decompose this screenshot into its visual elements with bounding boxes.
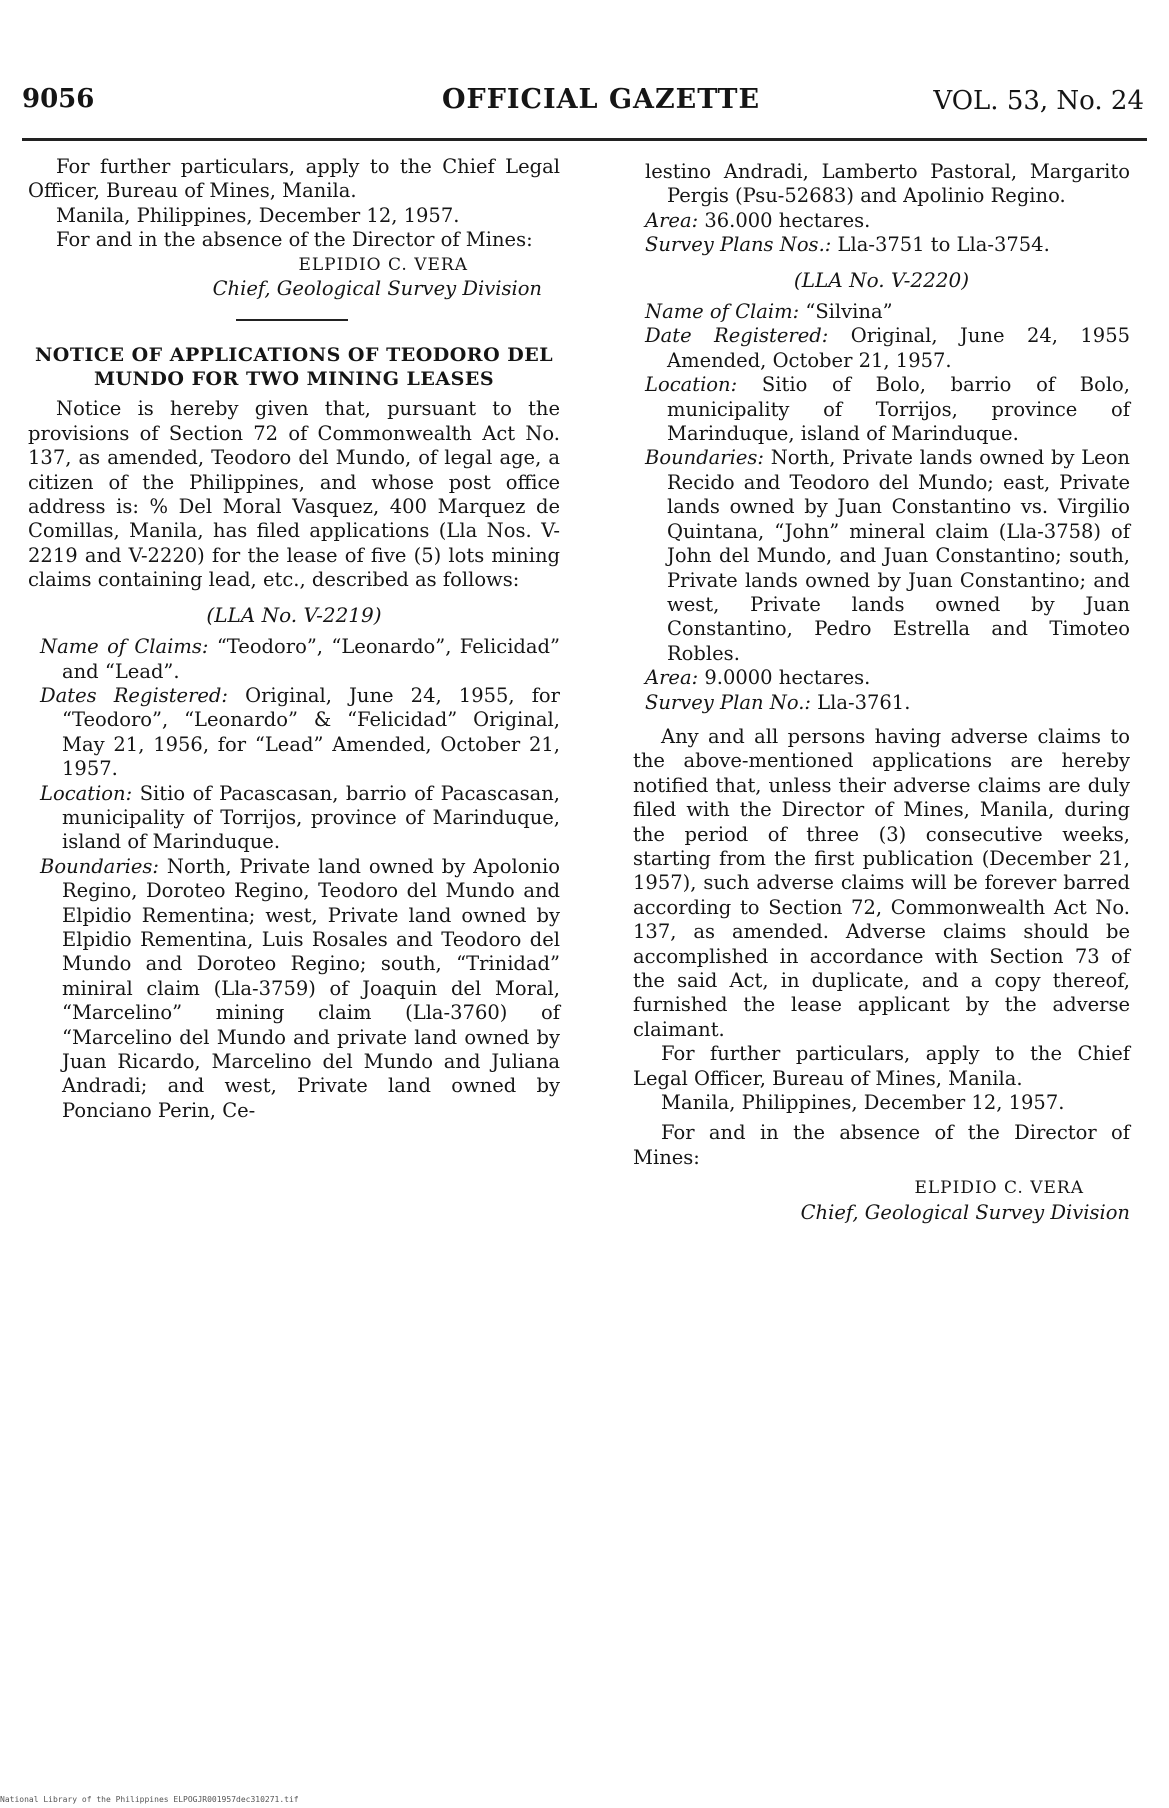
dates-registered [40, 684, 560, 782]
right-column [633, 160, 1130, 1225]
field-label: Name of Claim: [645, 300, 800, 324]
section-divider [236, 319, 348, 321]
field-label: Dates Registered: [40, 683, 228, 707]
survey-plan [645, 691, 1130, 715]
page-header [22, 84, 1144, 124]
header-rule [22, 138, 1147, 141]
dateline: Manila, Philippines, December 12, 1957. [661, 1091, 1065, 1115]
field-label: Date Registered: [645, 324, 829, 348]
field-value: Original, June 24, 1955 Amended, October 21, 1957. [667, 324, 1131, 372]
boundaries [645, 446, 1130, 666]
field-value: 36.000 hectares. [698, 208, 871, 232]
signatory-name: ELPIDIO C. VERA [298, 254, 468, 275]
lla-heading: (LLA No. V-2219) [206, 602, 382, 627]
field-value: North, Private lands owned by Leon Recido and Teodoro del Mundo; east, Private lands owned by Juan Constantino vs. Virgilio Quintana, “John” mineral claim (Lla-3758) of John del Mundo, and Juan Constantino; south, Private lands owned by Juan Constantino; and west, Private lands owned by Juan Constantino, Pedro Estrella and Timoteo Robles. [667, 446, 1130, 665]
location [645, 373, 1130, 446]
page-number: 9056 [22, 84, 95, 114]
field-value: Sitio of Bolo, barrio of Bolo, municipality of Torrijos, province of Marinduque, island of Marinduque. [667, 373, 1130, 446]
notice-body: Notice is hereby given that, pursuant to the provisions of Section 72 of Commonwealth Act No. 137, as amended, Teodoro del Mundo, of legal age, a citizen of the Philippines, and whose post office address is: % Del Moral Vasquez, 400 Marquez de Comillas, Manila, has filed applications (Lla Nos. V-2219 and V-2220) for the lease of five (5) lots mining claims containing lead, etc., described as follows: [28, 397, 560, 592]
field-value: “Teodoro”, “Leonardo”, Felicidad” and “Lead”. [62, 635, 560, 683]
boundaries-continued: lestino Andradi, Lamberto Pastoral, Margarito Pergis (Psu-52683) and Apolinio Regino. [645, 160, 1130, 208]
field-label: Survey Plans Nos.: [645, 233, 832, 257]
field-label: Name of Claims: [40, 635, 209, 659]
particulars-paragraph: For further particulars, apply to the Chief Legal Officer, Bureau of Mines, Manila. [633, 1042, 1130, 1090]
absence-line: For and in the absence of the Director of Mines: [56, 228, 533, 252]
field-label: Area: [645, 208, 699, 232]
particulars-paragraph: For further particulars, apply to the Chief Legal Officer, Bureau of Mines, Manila. [28, 155, 560, 203]
volume-number: VOL. 53, No. 24 [933, 86, 1144, 116]
field-value: “Silvina” [799, 300, 893, 324]
absence-line: For and in the absence of the Director of Mines: [633, 1121, 1130, 1169]
field-label: Location: [645, 373, 738, 397]
field-label: Boundaries: [40, 854, 159, 878]
field-value: North, Private land owned by Apolonio Regino, Doroteo Regino, Teodoro del Mundo and Elpidio Rementina; west, Private land owned by Elpidio Rementina, Luis Rosales and Teodoro del Mundo and Doroteo Regino; south, “Trinidad” miniral claim (Lla-3759) of Joaquin del Moral, “Marcelino” mining claim (Lla-3760) of “Marcelino del Mundo and private land owned by Juan Ricardo, Marcelino del Mundo and Juliana Andradi; and west, Private land owned by Ponciano Perin, Ce- [62, 854, 560, 1122]
left-column [28, 155, 560, 1123]
signatory-title: Chief, Geological Survey Division [212, 277, 542, 301]
adverse-claims-paragraph: Any and all persons having adverse claims to the above-mentioned applications are hereby notified that, unless their adverse claims are duly filed with the Director of Mines, Manila, during the period of three (3) consecutive weeks, starting from the first publication (December 21, 1957), such adverse claims will be forever barred according to Section 72, Commonwealth Act No. 137, as amended. Adverse claims should be accomplished in accordance with Section 73 of the said Act, in duplicate, and a copy thereof, furnished the lease applicant by the adverse claimant. [633, 724, 1130, 1041]
lla-heading: (LLA No. V-2220) [793, 267, 970, 292]
field-value: Sitio of Pacascasan, barrio of Pacascasan, municipality of Torrijos, province of Marinduque, island of Marinduque. [62, 781, 560, 854]
signatory-name: ELPIDIO C. VERA [914, 1178, 1084, 1199]
scan-footer: National Library of the Philippines ELPOGJR001957dec310271.tif [0, 1795, 299, 1804]
notice-title: NOTICE OF APPLICATIONS OF TEODORO DEL MUNDO FOR TWO MINING LEASES [34, 344, 554, 391]
field-label: Area: [645, 666, 699, 690]
field-value: Lla-3761. [810, 690, 911, 714]
survey-plans [645, 233, 1130, 257]
field-label: Boundaries: [645, 446, 764, 470]
boundaries [40, 855, 560, 1123]
area [645, 666, 1130, 690]
field-value: 9.0000 hectares. [698, 666, 871, 690]
date-registered [645, 324, 1130, 373]
signatory-title: Chief, Geological Survey Division [800, 1200, 1130, 1224]
field-value: Original, June 24, 1955, for “Teodoro”, “Leonardo” & “Felicidad” Original, May 21, 1956, for “Lead” Amended, October 21, 1957. [62, 683, 560, 781]
gazette-title: OFFICIAL GAZETTE [442, 84, 761, 115]
claim-names [40, 635, 560, 684]
location [40, 782, 560, 855]
dateline: Manila, Philippines, December 12, 1957. [56, 203, 460, 227]
field-label: Survey Plan No.: [645, 690, 811, 714]
field-label: Location: [40, 781, 133, 805]
claim-name [645, 300, 1130, 324]
field-value: Lla-3751 to Lla-3754. [831, 233, 1050, 257]
area [645, 209, 1130, 233]
